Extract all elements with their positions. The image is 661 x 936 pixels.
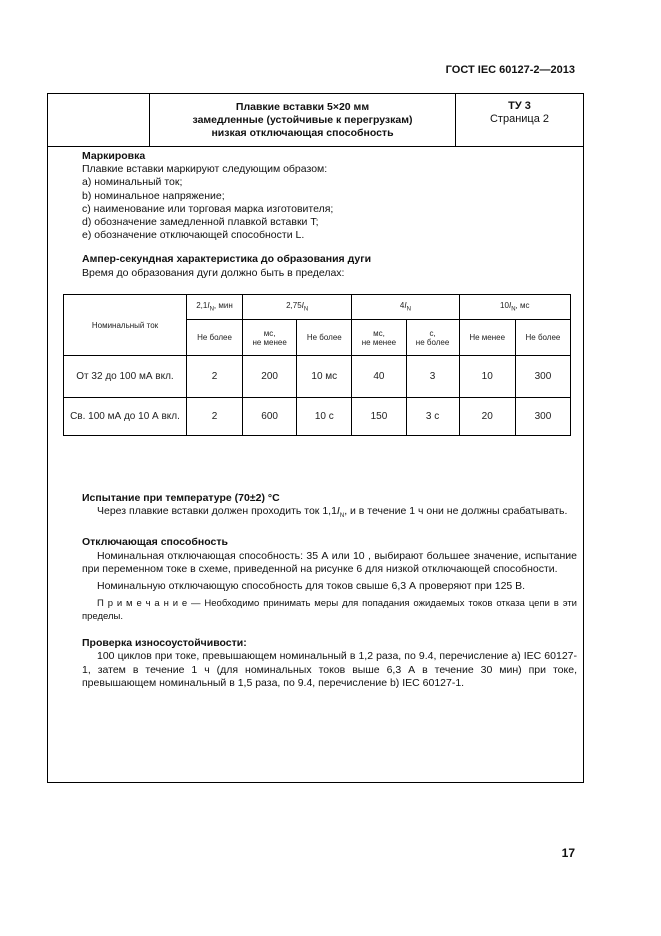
sheet-frame: [47, 93, 584, 783]
note-label: П р и м е ч а н и е: [97, 598, 188, 610]
table-cell: 300: [515, 398, 570, 436]
table-subheader: Не более: [515, 320, 570, 356]
table-cell: 2: [187, 398, 243, 436]
sheet-code: ТУ 3: [508, 100, 531, 112]
table-subheader: Не более: [297, 320, 352, 356]
header-title: [150, 94, 456, 146]
table-group-header: $2,75I_N$: [243, 295, 352, 320]
marking-intro: Плавкие вставки маркируют следующим образом:: [82, 163, 328, 176]
breaking-text-2: Номинальную отключающую способность для токов свыше 6,3 А проверяют при 125 В.: [97, 579, 526, 592]
table-group-header: $2,1I_N$, мин: [187, 295, 243, 320]
header-sheet-info: [456, 94, 583, 146]
table-cell: 200: [243, 356, 297, 398]
header-title-line: замедленные (устойчивые к перегрузкам): [192, 113, 413, 126]
temp-test-heading: Испытание при температуре (70±2) °С: [82, 491, 280, 504]
table-cell: 300: [515, 356, 570, 398]
table-row: [64, 356, 571, 398]
arc-table: [63, 294, 571, 436]
marking-item: c) наименование или торговая марка изготовителя;: [82, 202, 334, 215]
standard-code: ГОСТ IEC 60127-2—2013: [445, 64, 575, 76]
table-subheader: мс, не менее: [243, 320, 297, 356]
table-subheader: Не менее: [459, 320, 515, 356]
arc-intro: Время до образования дуги должно быть в пределах:: [82, 266, 345, 279]
page-number: 17: [561, 846, 575, 860]
table-cell: 3 с: [406, 398, 459, 436]
table-subheader: Не более: [187, 320, 243, 356]
header-title-line: низкая отключающая способность: [211, 126, 394, 139]
breaking-heading: Отключающая способность: [82, 536, 228, 549]
table-row: [64, 398, 571, 436]
table-group-header: $4I_N$: [352, 295, 459, 320]
table-cell: 40: [352, 356, 406, 398]
table-cell: 2: [187, 356, 243, 398]
table-cell: 10: [459, 356, 515, 398]
sheet-header: [48, 94, 583, 147]
table-cell: 10 мс: [297, 356, 352, 398]
marking-item: e) обозначение отключающей способности L.: [82, 229, 305, 242]
table-cell: 3: [406, 356, 459, 398]
table-group-header: $10I_N$, мс: [459, 295, 570, 320]
table-subheader: мс, не менее: [352, 320, 406, 356]
note-text: — Необходимо принимать меры для попадания ожидаемых токов отказа цепи в эти пределы.: [82, 598, 577, 622]
table-cell: 20: [459, 398, 515, 436]
temp-test-text-b: , и в течение 1 ч они не должны срабатывать.: [344, 505, 568, 518]
table-subheader: с, не более: [406, 320, 459, 356]
marking-item: d) обозначение замедленной плавкой вставки T;: [82, 216, 319, 229]
marking-heading: Маркировка: [82, 150, 146, 162]
header-blank-cell: [48, 94, 150, 146]
arc-heading: Ампер-секундная характеристика до образования дуги: [82, 253, 372, 266]
table-row-label: От 32 до 100 мА вкл.: [64, 356, 187, 398]
endurance-text: 100 циклов при токе, превышающем номинальный в 1,2 раза, по 9.4, перечисление a) IEC 60127-1, затем в течение 1 ч (для номинальных токов выше 6,3 А в течение 30 мин) при токе, превышающем номинальный в 1,5 раза, по 9.4, перечисление b) IEC 60127-1.: [82, 650, 577, 689]
temp-test-text-a: Через плавкие вставки должен проходить ток 1,1: [97, 505, 337, 518]
table-row-header: Номинальный ток: [64, 295, 187, 356]
temp-test-sub: N: [339, 513, 345, 520]
breaking-text: Номинальная отключающая способность: 35 А или 10 , выбирают большее значение, испытание при переменном токе в схеме, приведенной на рисунке 6 для низкой отключающей способности.: [82, 549, 577, 575]
marking-item: b) номинальное напряжение;: [82, 189, 225, 202]
table-cell: 600: [243, 398, 297, 436]
breaking-note: [82, 598, 577, 623]
endurance-heading: Проверка износоустойчивости:: [82, 637, 247, 650]
table-cell: 10 с: [297, 398, 352, 436]
marking-item: a) номинальный ток;: [82, 176, 183, 189]
header-title-line: Плавкие вставки 5×20 мм: [235, 100, 370, 113]
temp-test-text: Через плавкие вставки должен проходить ток $1,1I_N$, и в течение 1 ч они не должны срабатывать.: [97, 505, 568, 520]
page-label: Страница 2: [489, 113, 550, 125]
table-cell: 150: [352, 398, 406, 436]
table-row-label: Св. 100 мА до 10 А вкл.: [64, 398, 187, 436]
